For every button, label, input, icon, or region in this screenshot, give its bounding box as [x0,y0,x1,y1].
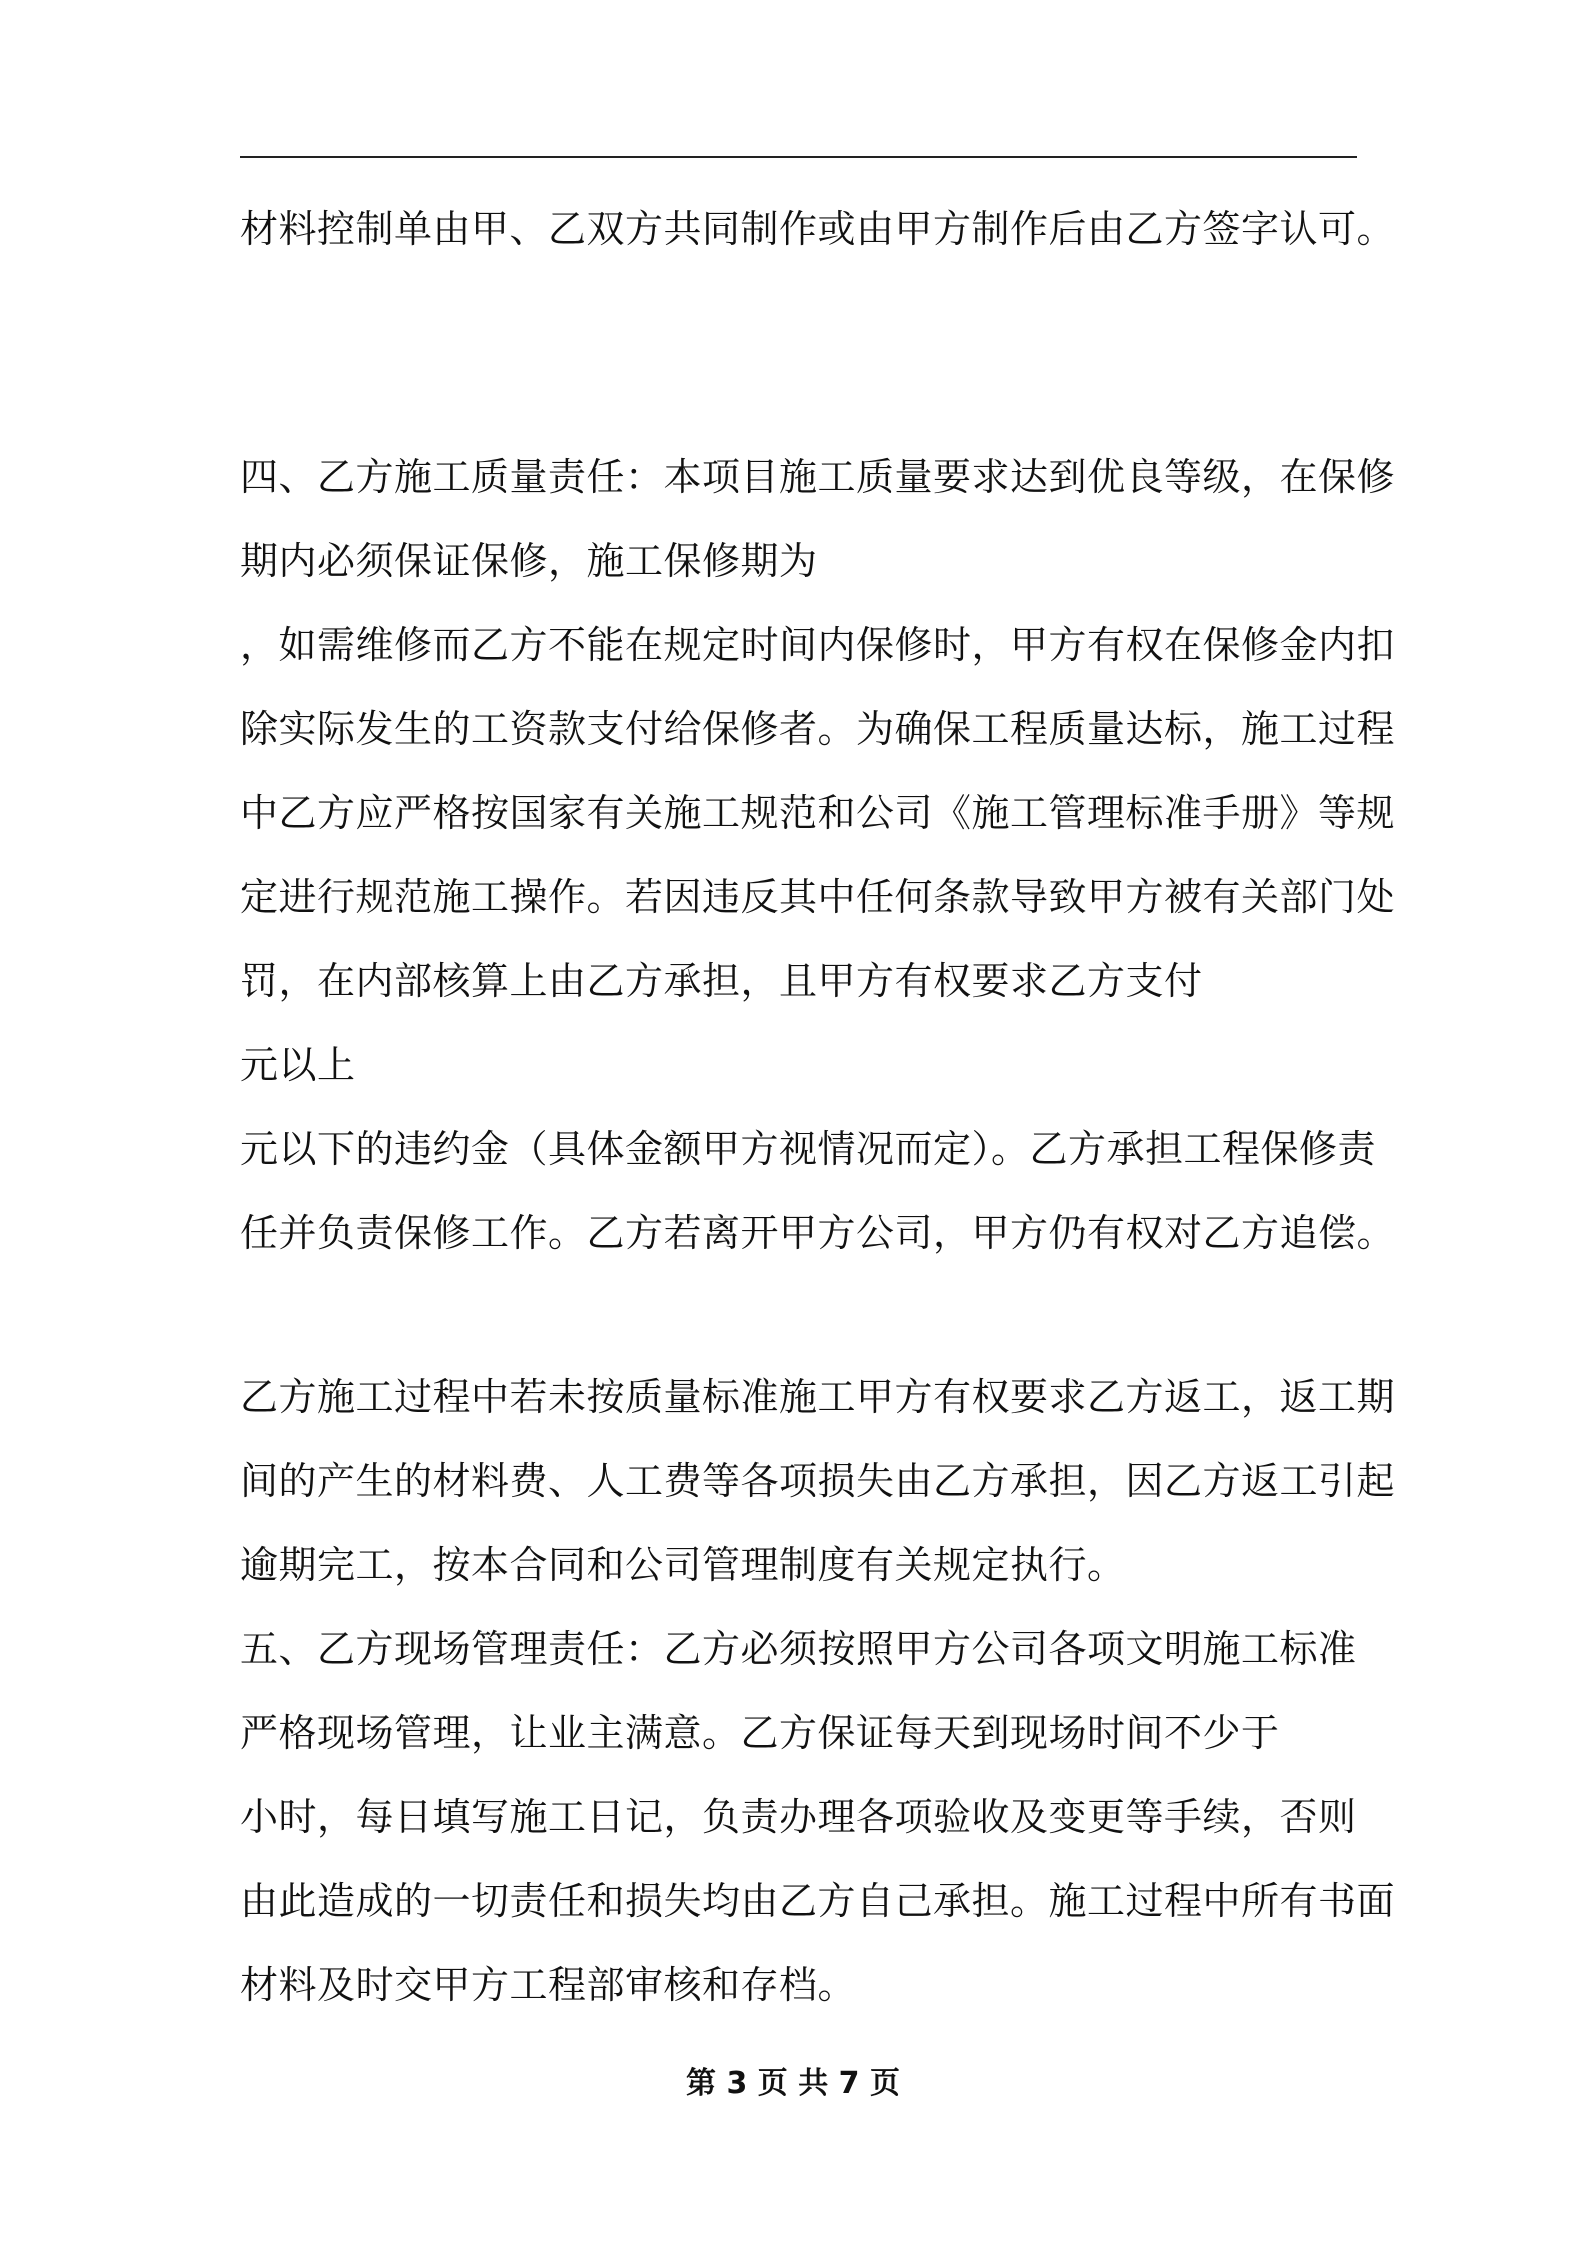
text-line: 元以上 [240,1043,356,1087]
text-line: 严格现场管理，让业主满意。乙方保证每天到现场时间不少于 [240,1711,1280,1755]
text-line: 除实际发生的工资款支付给保修者。为确保工程质量达标，施工过程 [240,707,1396,751]
text-line: 元以下的违约金（具体金额甲方视情况而定）。乙方承担工程保修责 [240,1127,1377,1171]
page-number-footer: 第 3 页 共 7 页 [686,2066,900,2101]
text-line: 由此造成的一切责任和损失均由乙方自己承担。施工过程中所有书面 [240,1879,1396,1923]
text-line: 材料及时交甲方工程部审核和存档。 [240,1963,857,2007]
text-line: 任并负责保修工作。乙方若离开甲方公司，甲方仍有权对乙方追偿。 [240,1211,1396,1255]
text-line: 小时，每日填写施工日记，负责办理各项验收及变更等手续，否则 [240,1795,1357,1839]
text-line: 材料控制单由甲、乙双方共同制作或由甲方制作后由乙方签字认可。 [240,207,1396,251]
text-line: 五、乙方现场管理责任：乙方必须按照甲方公司各项文明施工标准 [240,1627,1357,1671]
text-line: 间的产生的材料费、人工费等各项损失由乙方承担，因乙方返工引起 [240,1459,1396,1503]
text-line: 四、乙方施工质量责任：本项目施工质量要求达到优良等级，在保修 [240,455,1396,499]
text-line: 逾期完工，按本合同和公司管理制度有关规定执行。 [240,1543,1126,1587]
text-line: 乙方施工过程中若未按质量标准施工甲方有权要求乙方返工，返工期 [240,1375,1396,1419]
text-line: 中乙方应严格按国家有关施工规范和公司《施工管理标准手册》等规 [240,791,1396,835]
text-line: 期内必须保证保修，施工保修期为 [240,539,818,583]
text-line: 罚，在内部核算上由乙方承担，且甲方有权要求乙方支付 [240,959,1203,1003]
text-line: 定进行规范施工操作。若因违反其中任何条款导致甲方被有关部门处 [240,875,1396,919]
header-rule [240,156,1357,158]
text-line: ，如需维修而乙方不能在规定时间内保修时，甲方有权在保修金内扣 [240,623,1396,667]
